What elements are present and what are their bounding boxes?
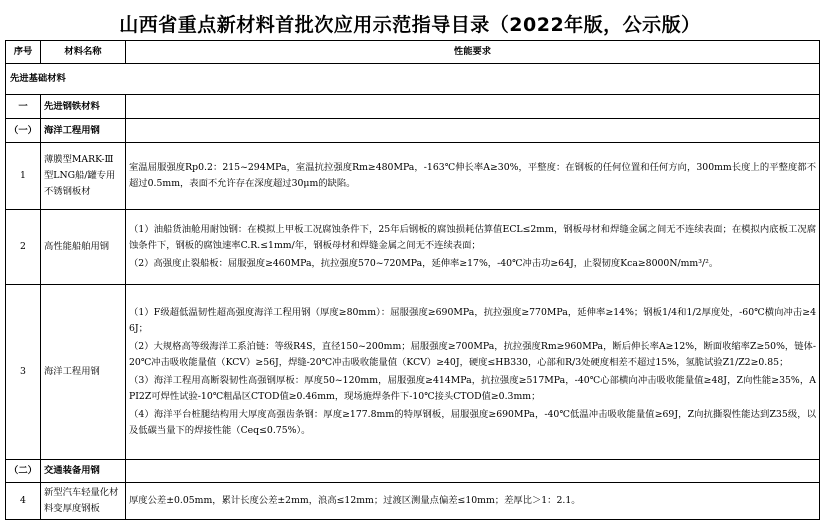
subcategory-row [6,460,820,483]
section-row [6,64,820,95]
table-row [6,143,820,210]
row-material-name: 海洋工程用钢 [41,285,126,460]
req-text: 室温屈服强度Rp0.2：215~294MPa，室温抗拉强度Rm≥480MPa，-163℃伸长率A≥30%，平整度：在钢板的任何位置和任何方向，300mm长度上的平整度都不超过0.5mm，表面不允许存在深度超过30μm的缺陷。 [129,162,816,189]
table-row [6,483,820,520]
category-req [126,95,820,119]
subcategory-no: （一） [6,119,41,143]
row-requirements [126,210,820,285]
req-item: （3）海洋工程用高断裂韧性高强钢厚板：厚度50~120mm，屈服强度≥414MPa，抗拉强度≥517MPa，-40℃心部横向冲击吸收能量值≥48J，Z向性能≥35%，API2Z可焊性试验-10℃粗晶区CTOD值≥0.46mm，现场施焊条件下-10℃接头CTOD值≥0.3mm； [129,375,816,402]
row-material-name: 高性能船舶用钢 [41,210,126,285]
document-title: 山西省重点新材料首批次应用示范指导目录（2022年版，公示版） [119,14,701,36]
row-no: 1 [6,143,41,210]
catalog-table [5,40,820,520]
subcategory-row [6,119,820,143]
req-item: （2）大规格高等级海洋工系泊链：等级R4S，直径150~200mm；屈服强度≥700MPa，抗拉强度Rm≥960MPa，断后伸长率A≥12%，断面收缩率Z≥50%，链体-20℃冲击吸收能量值（KCV）≥56J，焊缝-20℃冲击吸收能量值（KCV）≥40J，硬度≤HB330，心部和R/3处硬度相差不超过15%，氢脆试验Z1/Z2≥0.85； [129,341,816,368]
subcategory-no: （二） [6,460,41,483]
table-row [6,285,820,460]
subcategory-req [126,119,820,143]
subcategory-name: 交通装备用钢 [41,460,126,483]
section-label: 先进基础材料 [6,64,820,95]
header-name: 材料名称 [41,41,126,64]
row-material-name: 薄膜型MARK-Ⅲ型LNG船/罐专用不锈钢板材 [41,143,126,210]
row-requirements [126,285,820,460]
req-item: （2）高强度止裂船板：屈服强度≥460MPa，抗拉强度570~720MPa，延伸率≥17%，-40℃冲击功≥64J，止裂韧度Kca≥8000N/mm³/²。 [129,258,719,269]
req-text: 厚度公差±0.05mm，累计长度公差±2mm，浪高≤12mm；过渡区测量点偏差≤10mm；差厚比＞1：2.1。 [129,495,581,506]
header-row [6,41,820,64]
row-no: 3 [6,285,41,460]
category-no: 一 [6,95,41,119]
req-item: （1）油船货油舱用耐蚀钢：在模拟上甲板工况腐蚀条件下，25年后钢板的腐蚀损耗估算值ECL≤2mm，钢板母材和焊缝金属之间无不连续表面；在模拟内底板工况腐蚀条件下，钢板的腐蚀速率C.R.≤1mm/年，钢板母材和焊缝金属之间无不连续表面； [129,224,816,251]
header-no: 序号 [6,41,41,64]
table-row [6,210,820,285]
category-name: 先进钢铁材料 [41,95,126,119]
req-item: （4）海洋平台桩腿结构用大厚度高强齿条钢：厚度≥177.8mm的特厚钢板，屈服强度≥690MPa，-40℃低温冲击吸收能量值≥69J，Z向抗撕裂性能达到Z35级，以及低碳当量下的焊接性能（Ceq≤0.75%）。 [129,409,816,436]
row-requirements [126,143,820,210]
row-material-name: 新型汽车轻量化材料变厚度钢板 [41,483,126,520]
category-row [6,95,820,119]
header-requirements: 性能要求 [126,41,820,64]
req-item: （1）F级超低温韧性超高强度海洋工程用钢（厚度≥80mm）：屈服强度≥690MPa，抗拉强度≥770MPa，延伸率≥14%；钢板1/4和1/2厚度处，-60℃横向冲击≥46J； [129,307,816,334]
row-no: 4 [6,483,41,520]
row-no: 2 [6,210,41,285]
subcategory-req [126,460,820,483]
subcategory-name: 海洋工程用钢 [41,119,126,143]
row-requirements [126,483,820,520]
